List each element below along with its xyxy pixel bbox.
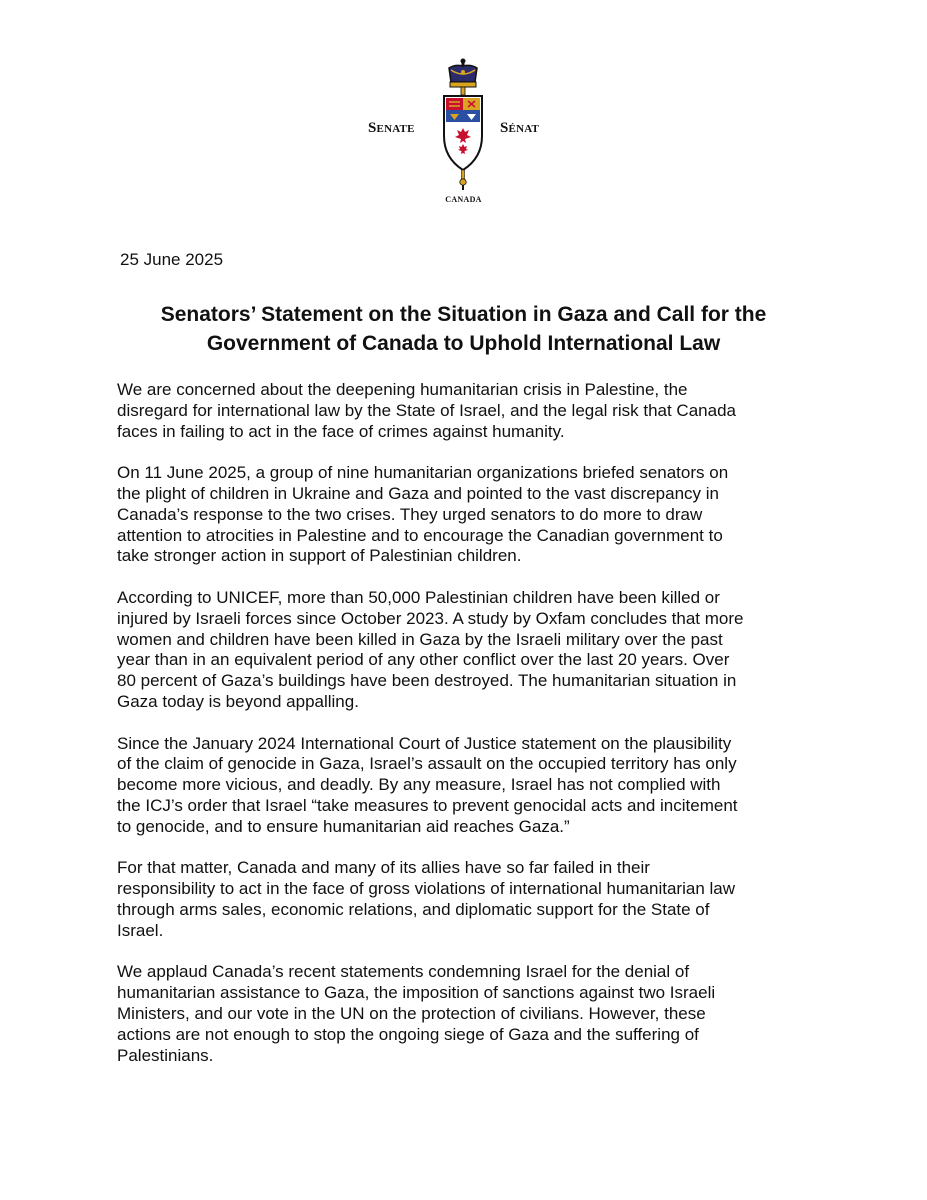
paragraph-line: attention to atrocities in Palestine and to encourage the Canadian government to (117, 525, 723, 545)
paragraph (117, 734, 817, 838)
paragraph-line: responsibility to act in the face of gross violations of international humanitarian law (117, 879, 736, 899)
paragraph-line: 80 percent of Gaza’s buildings have been destroyed. The humanitarian situation in (117, 671, 737, 691)
paragraph-line: year than in an equivalent period of any other conflict over the last 20 years. Over (117, 650, 730, 670)
paragraph-line: injured by Israeli forces since October 2023. A study by Oxfam concludes that more (117, 608, 744, 628)
senate-crest-icon (438, 58, 488, 193)
paragraph-line: Israel. (117, 920, 164, 940)
paragraph (117, 380, 817, 442)
paragraph-line: humanitarian assistance to Gaza, the imposition of sanctions against two Israeli (117, 983, 716, 1003)
document-body (117, 380, 817, 1087)
paragraph-line: faces in failing to act in the face of crimes against humanity. (117, 421, 565, 441)
paragraph-line: actions are not enough to stop the ongoing siege of Gaza and the suffering of (117, 1024, 699, 1044)
paragraph (117, 962, 817, 1066)
letterhead-canada: CANADA (445, 195, 482, 204)
paragraph-line: Palestinians. (117, 1045, 214, 1065)
paragraph-line: to genocide, and to ensure humanitarian aid reaches Gaza.” (117, 816, 570, 836)
paragraph-line: the ICJ’s order that Israel “take measures to prevent genocidal acts and incitement (117, 795, 738, 815)
letterhead (0, 58, 927, 208)
paragraph-line: become more vicious, and deadly. By any measure, Israel has not complied with (117, 775, 721, 795)
paragraph-line: disregard for international law by the State of Israel, and the legal risk that Canada (117, 400, 736, 420)
letterhead-senate: Senate (368, 120, 415, 136)
paragraph-line: According to UNICEF, more than 50,000 Palestinian children have been killed or (117, 587, 720, 607)
paragraph-line: Ministers, and our vote in the UN on the protection of civilians. However, these (117, 1003, 706, 1023)
paragraph-line: For that matter, Canada and many of its allies have so far failed in their (117, 858, 650, 878)
paragraph-line: take stronger action in support of Palestinian children. (117, 546, 522, 566)
paragraph-line: of the claim of genocide in Gaza, Israel’s assault on the occupied territory has only (117, 754, 737, 774)
title-line: Senators’ Statement on the Situation in Gaza and Call for the (160, 303, 767, 326)
paragraph-line: through arms sales, economic relations, and diplomatic support for the State of (117, 899, 710, 919)
paragraph-line: We applaud Canada’s recent statements condemning Israel for the denial of (117, 962, 690, 982)
paragraph-line: Since the January 2024 International Court of Justice statement on the plausibility (117, 733, 732, 753)
paragraph-line: We are concerned about the deepening humanitarian crisis in Palestine, the (117, 380, 688, 399)
paragraph-line: On 11 June 2025, a group of nine humanitarian organizations briefed senators on (117, 463, 729, 483)
document-date: 25 June 2025 (120, 250, 224, 269)
paragraph-line: women and children have been killed in Gaza by the Israeli military over the past (117, 629, 723, 649)
paragraph (117, 588, 817, 713)
document-title (100, 300, 827, 358)
paragraph (117, 463, 817, 567)
title-line: Government of Canada to Uphold International Law (206, 332, 721, 355)
paragraph-line: Gaza today is beyond appalling. (117, 691, 359, 711)
letterhead-senat: Sénat (500, 120, 540, 136)
paragraph (117, 858, 817, 941)
paragraph-line: Canada’s response to the two crises. They urged senators to do more to draw (117, 504, 703, 524)
paragraph-line: the plight of children in Ukraine and Gaza and pointed to the vast discrepancy in (117, 483, 719, 503)
